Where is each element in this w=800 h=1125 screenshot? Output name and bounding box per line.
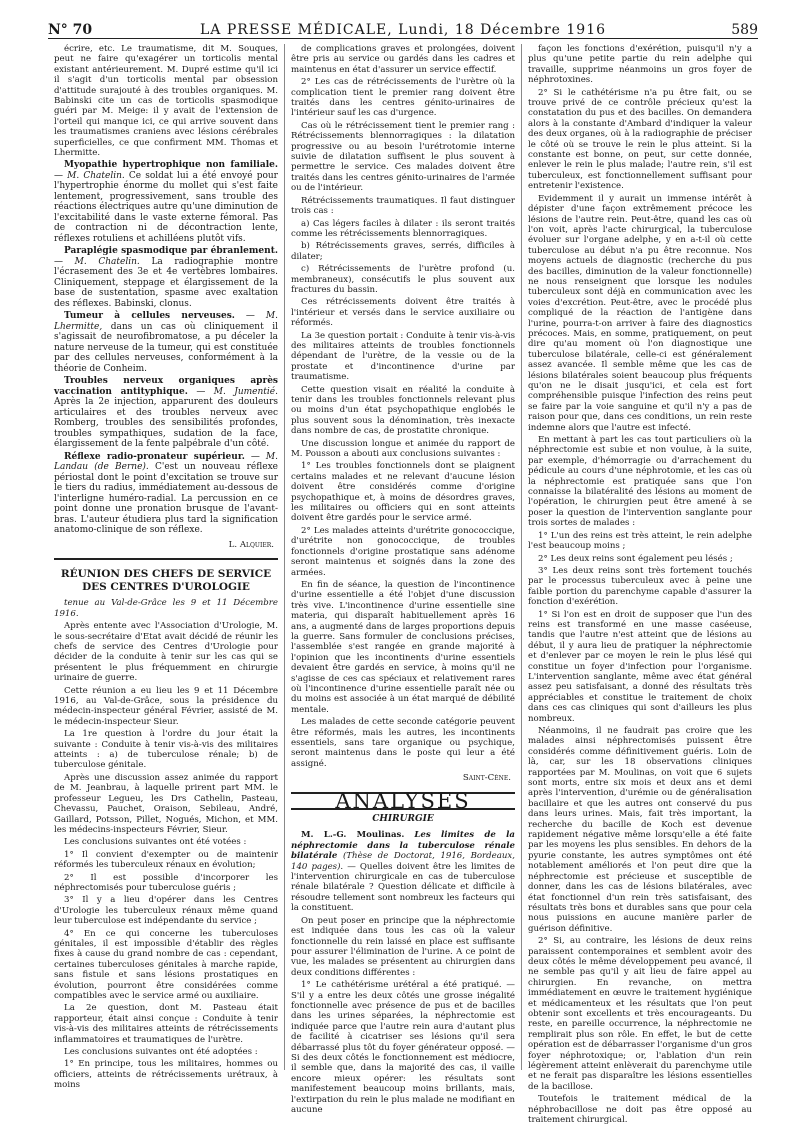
report-author: — M. Chatelin. xyxy=(54,256,140,267)
paragraph: Evidemment il y aurait un immense intérêt à dépister d'une façon extrêmement précoce les lésions de l'autre rein. Peut-être, quand les cas où l'on voit, après l'acte chirurgical, la tuberculose évoluer sur l'organe adelphe, y en a-t-il où cette tuberculose au début n'a pu être reconnue. Nos moyens actuels de diagnostic (recherche du pus des bacilles, diminution de la valeur fonctionnelle) ne nous renseignent que lorsque les nodules tuberculeux sont déjà en communication avec les voies d'excrétion. Peut-être, avec le procédé plus compliqué de la réaction de l'antigène dans l'urine, pourra-t-on arriver à faire des diagnostics précoces. Mais, en somme, pratiquement, on peut dire qu'au moment où l'on diagnostique une tuberculose bilatérale, celle-ci est généralement assez avancée. Il semble même que les cas de lésions bilatérales soient beaucoup plus fréquents qu'on ne le disait jusqu'ici, et cela est fort compréhensible puisque l'infection des reins peut se faire par la voie sanguine et qu'il n'y a pas de raison pour que, dans ces conditions, un rein reste indemne alors que l'autre est infecté. xyxy=(528,193,752,433)
journal-title: LA PRESSE MÉDICALE, Lundi, 18 Décembre 1916 xyxy=(199,22,607,38)
paragraph: En mettant à part les cas tout particuliers où la néphrectomie est subie et non voulue, à la suite, par exemple, d'hémorragie ou d'arrachement du pédicule au cours d'une néphrotomie, et les cas où la néphrectomie est pratiquée sans que l'on connaisse la bilatéralité des lésions au moment de l'opération, le chirurgien peut être amené à se poser la question de l'intervention sanglante pour trois sortes de malades : xyxy=(528,435,752,529)
paragraph: Les conclusions suivantes ont été votées : xyxy=(64,837,247,848)
paragraph: En fin de séance, la question de l'incontinence d'urine essentielle a été l'objet d'une discussion très vive. L'incontinence d'urine essentielle sine materia, qui disparaît habituellement après 16 ans, a augmenté dans de larges proportions depuis la guerre. Sans formuler de conclusions précises, l'assemblée s'est rangée en grande majorité à l'opinion que les incontinents d'urine essentiels devaient être gardés en service, à moins qu'il ne s'agisse de ces cas spéciaux et relativement rares où l'incontinence d'urine essentielle paraît née ou du moins est associée à un état marqué de débilité mentale. xyxy=(291,579,515,715)
issue-number: N° 70 xyxy=(48,22,93,38)
paragraph: 2° Les cas de rétrécissements de l'urètre où la complication tient le premier rang doivent être traités dans les centres génito-urinaires de l'intérieur sauf les cas d'urgence. xyxy=(291,77,515,119)
paragraph: 1° Les troubles fonctionnels dont se plaignent certains malades et ne relevant d'aucune lésion doivent être considérés comme d'origine psychopathique et, à moins de désordres graves, les militaires ou officiers qui en sont atteints doivent être gardés pour le service armé. xyxy=(291,461,515,524)
paragraph: La 3e question portait : Conduite à tenir vis-à-vis des militaires atteints de troubles fonctionnels dépendant de l'urètre, de la vessie ou de la prostate et d'incontinence d'urine par traumatisme. xyxy=(291,330,515,383)
paragraph: 1° Il convient d'exempter ou de maintenir réformés les tuberculeux rénaux en évolution; xyxy=(54,849,278,871)
paragraph: 2° Il est possible d'incorporer les néphrectomisés pour tuberculose guéris ; xyxy=(54,872,278,893)
page-header xyxy=(48,16,758,39)
report-title: Réflexe radio-pronateur supérieur. xyxy=(64,451,245,462)
column-3 xyxy=(521,44,758,1125)
analysis-author: M. L.-G. Moulinas. xyxy=(301,830,405,841)
paragraph: Rétrécissements traumatiques. Il faut distinguer trois cas : xyxy=(291,195,515,217)
paragraph: 3° Les deux reins sont très fortement touchés par le processus tuberculeux avec à peine une faible portion du parenchyme capable d'assurer la fonction d'exérétion. xyxy=(528,565,752,608)
divider xyxy=(54,558,278,560)
paragraph: b) Rétrécissements graves, serrés, difficiles à dilater; xyxy=(291,241,515,262)
report-tumeur xyxy=(54,311,278,374)
paragraph: 2° Les deux reins sont également peu lésés ; xyxy=(538,553,733,564)
report-text: Après la 2e injection, apparurent des douleurs articulaires et des troubles nerveux avec Romberg, troubles des sensibilités profondes, troubles sympathiques, sudation de la face, élargissement de la fente palpébrale d'un côté. xyxy=(54,397,278,450)
report-reflexe xyxy=(54,452,278,536)
paragraph: Après une discussion assez animée du rapport de M. Jeanbrau, à laquelle prirent part MM. le professeur Legueu, les Drs Cathelin, Pasteau, Chevassu, Pauchet, Oraison, Sebileau, André, Gaillard, Potsson, Pillet, Nogués, Michon, et MM. les médecins-inspecteurs Février, Sieur. xyxy=(54,772,278,835)
paragraph: Cas où le rétrécissement tient le premier rang : Rétrécissements blennorragiques : la dilatation progressive ou au besoin l'urétrotomie interne suivie de dilatation suffisent le plus souvent à permettre le service. Ces malades doivent être traités dans les centres génito-urinaires de l'armée ou de l'intérieur. xyxy=(291,120,515,194)
chirurgie-heading: CHIRURGIE xyxy=(372,814,434,825)
analysis-entry xyxy=(291,830,515,913)
paragraph: Toutefois le traitement médical de la néphrobacillose ne doit pas être opposé au traitement chirurgical. xyxy=(528,1094,752,1125)
report-title: Tumeur à cellules nerveuses. xyxy=(64,311,235,322)
column-2 xyxy=(284,44,521,1115)
analysis-title: Les limites de la néphrectomie dans la tuberculose rénale bilatérale xyxy=(291,830,515,862)
paragraph: Une discussion longue et animée du rapport de M. Pousson a abouti aux conclusions suivantes : xyxy=(291,438,515,460)
paragraph: 1° En principe, tous les militaires, hommes ou officiers, atteints de rétrécissements urétraux, à moins xyxy=(54,1059,278,1091)
analysis-text: — Quelles doivent être les limites de l'intervention chirurgicale en cas de tuberculose rénale bilatérale ? Question délicate et difficile à résoudre tellement sont nombreux les facteurs qui la constituent. xyxy=(291,861,515,914)
paragraph: 2° Les malades atteints d'urétrite gonococcique, d'urétrite non gonococcique, de troubles fonctionnels d'origine prostatique sans adénome seront maintenus et soignés dans la zone des armées. xyxy=(291,525,515,578)
report-text: dans un cas où cliniquement il s'agissait de neurofibromatose, a pu déceler la nature nerveuse de la tumeur, qui est constituée par des cellules nerveuses, conformément à la théorie de Conheim. xyxy=(54,321,278,374)
report-text: C'est un nouveau réflexe périostal dont le point d'excitation se trouve sur le tiers du radius, immédiatement au-dessous de l'interligne huméro-radial. La percussion en ce point donne une pronation brusque de l'avant-bras. L'auteur étudiera plus tard la signification anatomo-clinique de son réflexe. xyxy=(54,462,278,536)
column-1 xyxy=(48,44,284,1091)
report-title: Troubles nerveux organiques après vaccination antityphique. xyxy=(54,376,278,397)
analyses-heading: ANALYSES xyxy=(291,792,515,810)
paragraph: 1° L'un des reins est très atteint, le rein adelphe l'est beaucoup moins ; xyxy=(528,530,752,552)
report-paraplegie xyxy=(54,246,278,309)
paragraph: écrire, etc. Le traumatisme, dit M. Souques, peut ne faire qu'exagérer un torticolis mental existant antérieurement. M. Dupré estime qu'il ici il s'agit d'un torticolis mental par obsession d'attitude surajouté à des troubles organiques. M. Babinski cite un cas de torticolis spasmodique guéri par M. Meige: il y avait de l'extension de l'orteil qui manque ici, ce qui arrive souvent dans les traumatismes craniens avec lésions cérébrales superficielles, ce que confirment MM. Thomas et Lhermitte. xyxy=(54,44,278,159)
report-author: — M. Landau (de Berne). xyxy=(54,451,279,473)
paragraph: 2° Si le cathétérisme n'a pu être fait, ou se trouve privé de ce contrôle précieux qu'est la constatation du pus et des bacilles. On demandera alors à la constante d'Ambard d'indiquer la valeur des deux organes, où à la radiographie de préciser le côté où se trouve le rein le plus atteint. Si la constante est bonne, on peut, sur cette donnée, enlever le rein le plus malade; l'autre rein, s'il est tuberculeux, est fonctionnellement suffisant pour entretenir l'existence. xyxy=(528,87,752,192)
paragraph: Les conclusions suivantes ont été adoptées : xyxy=(64,1047,258,1058)
paragraph: 2° Si, au contraire, les lésions de deux reins paraissent contemporaines et semblent avoir des deux côtés le même développement peu avancé, il ne semble pas qu'il y ait lieu de faire appel au chirurgien. En revanche, on mettra immédiatement en œuvre le traitement hygiénique et médicamenteux et les résultats que l'on peut obtenir sont excellents et très encourageants. Du reste, en pareille occurrence, la néphrectomie ne remplirait plus son rôle. En effet, le but de cette opération est de débarrasser l'organisme d'un gros foyer néphrotoxique; or, l'ablation d'un rein légèrement atteint enlèverait du parenchyme utile et ne ferait pas disparaître les lésions essentielles de la bacillose. xyxy=(528,936,752,1092)
paragraph: Cette question visait en réalité la conduite à tenir dans les troubles fonctionnels relevant plus ou moins d'un état psychopathique englobés le plus souvent sous la dénomination, très inexacte dans nombre de cas, de prostatite chronique. xyxy=(291,384,515,437)
report-text: La radiographie montre l'écrasement des 3e et 4e vertèbres lombaires. Cliniquement, steppage et élargissement de la base de sustentation, spasme avec exaltation des réflexes. Babinski, clonus. xyxy=(54,256,278,309)
paragraph: a) Cas légers faciles à dilater : ils seront traités comme les rétrécissements blennorragiques. xyxy=(291,218,515,239)
paragraph: Après entente avec l'Association d'Urologie, M. le sous-secrétaire d'Etat avait décidé de réunir les chefs de service des Centres d'Urologie pour décider de la conduite à tenir sur les cas qui se présentent le plus fréquemment en chirurgie urinaire de guerre. xyxy=(54,621,278,684)
analysis-reference: (Thèse de Doctorat, 1916, Bordeaux, 140 pages). xyxy=(291,851,515,872)
paragraph: Les malades de cette seconde catégorie peuvent être réformés, mais les autres, les incontinents essentiels, sans tare organique ou psychique, seront maintenus dans le poste qui leur a été assigné. xyxy=(291,717,515,769)
section-heading: RÉUNION DES CHEFS DE SERVICE DES CENTRES D'UROLOGIE xyxy=(60,568,272,594)
paragraph: La 1re question à l'ordre du jour était la suivante : Conduite à tenir vis-à-vis des militaires atteints : a) de tuberculose rénale; b) de tuberculose génitale. xyxy=(54,729,278,771)
report-text: Ce soldat lui a été envoyé pour l'hypertrophie énorme du mollet qui s'est faite lentement, progressivement, sans trouble des réactions électriques autre qu'une diminution de l'excitabilité dans le vaste externe fémoral. Pas de contraction ni de décontraction lente, réflexes rotuliens et achilléens plutôt vifs. xyxy=(54,170,278,244)
paragraph: Cette réunion a eu lieu les 9 et 11 Décembre 1916, au Val-de-Grâce, sous la présidence du médecin-inspecteur général Février, assisté de M. le médecin-inspecteur Sieur. xyxy=(54,685,278,727)
paragraph: de complications graves et prolongées, doivent être pris au service ou gardés dans les cadres et maintenus en état d'assurer un service effectif. xyxy=(291,44,515,75)
report-author: — M. Lhermitte, xyxy=(54,311,278,332)
report-author: — M. Jumentié. xyxy=(196,386,278,397)
report-title: Paraplégie spasmodique par ébranlement. xyxy=(64,246,278,257)
paragraph: 1° Le cathétérisme urétéral a été pratiqué. — S'il y a entre les deux côtés une grosse inégalité fonctionnelle avec présence de pus et de bacilles dans les urines séparées, la néphrectomie est indiquée parce que l'autre rein aura d'autant plus de facilité à cicatriser ses lésions qu'il sera débarrassé plus tôt du foyer générateur opposé. — Si des deux côtés le fonctionnement est médiocre, il semble que, dans la majorité des cas, il vaille encore mieux opérer: les résultats sont manifestement beaucoup moins brillants, mais, l'extirpation du rein le plus malade ne modifiant en aucune xyxy=(291,980,515,1115)
report-vaccination xyxy=(54,376,278,450)
paragraph: On peut poser en principe que la néphrectomie est indiquée dans tous les cas où la valeur fonctionnelle du rein laissé en place est suffisante pour assurer l'élimination de l'urine. A ce point de vue, les malades se présentent au chirurgien dans deux conditions différentes : xyxy=(291,915,515,978)
signature: Saint-Cène. xyxy=(462,773,511,784)
paragraph: 4° En ce qui concerne les tuberculoses génitales, il est impossible d'établir des règles fixes à cause du grand nombre de cas : cependant, certaines tuberculoses génitales à marche rapide, sans fistule et sans lésions prostatiques en évolution, pourront être considérées comme compatibles avec le service armé ou auxiliaire. xyxy=(54,928,278,1001)
report-title: Myopathie hypertrophique non familiale. xyxy=(64,160,278,171)
article-columns xyxy=(48,44,758,1125)
paragraph: La 2e question, dont M. Pasteau était rapporteur, était ainsi conçue : Conduite à tenir vis-à-vis des militaires atteints de rétrécissements inflammatoires et traumatiques de l'urètre. xyxy=(54,1003,278,1045)
paragraph: 1° Si l'on est en droit de supposer que l'un des reins est transformé en une masse caséeuse, tandis que l'autre n'est atteint que de lésions au début, il y aura lieu de pratiquer la néphrectomie et d'enlever par ce moyen le rein le plus lésé qui constitue un foyer d'infection pour l'organisme. L'intervention sanglante, même avec état général assez peu satisfaisant, a donné des résultats très appréciables et constitue le traitement de choix dans ces cas cliniques qui sont d'ailleurs les plus nombreux. xyxy=(528,609,752,724)
paragraph: Néanmoins, il ne faudrait pas croire que les malades ainsi néphrectomisés puissent être considérés comme définitivement guéris. Loin de là, car, sur les 18 observations cliniques rapportées par M. Moulinas, on voit que 6 sujets sont morts, entre six mois et deux ans et demi après l'intervention, d'urémie ou de généralisation bacillaire et que les autres ont conservé du pus dans leurs urines. Mais, fait très important, la recherche du bacille de Koch est devenue rapidement négative même lorsqu'elle a été faite par les moyens les plus sensibles. En dehors de la pyurie constante, les autres symptômes ont été notablement améliorés et l'on peut dire que la néphrectomie est précieuse et susceptible de donner, dans les cas de lésions bilatérales, avec état fonctionnel d'un rein très satisfaisant, des résultats très bons et durables sans que pour cela nous puissions en aucune manière parler de guérison définitive. xyxy=(528,726,752,934)
section-subtitle: tenue au Val-de-Grâce les 9 et 11 Décembre 1916. xyxy=(54,598,278,619)
paragraph: façon les fonctions d'exérétion, puisqu'il n'y a plus qu'une petite partie du rein adelphe qui travaille, supprime néanmoins un gros foyer de néphrotoxines. xyxy=(528,44,752,86)
paragraph: Ces rétrécissements doivent être traités à l'intérieur et versés dans le service auxiliaire ou réformés. xyxy=(291,297,515,329)
report-myopathie xyxy=(54,160,278,244)
report-author: — M. Chatelin. xyxy=(54,170,125,181)
signature: L. Alquier. xyxy=(228,539,274,550)
paragraph: 3° Il y a lieu d'opérer dans les Centres d'Urologie les tuberculeux rénaux même quand leur tuberculose est indépendante du service ; xyxy=(54,895,278,927)
paragraph: c) Rétrécissements de l'urètre profond (u. membraneux), consécutifs le plus souvent aux fractures du bassin. xyxy=(291,264,515,295)
page-number: 589 xyxy=(731,22,758,38)
